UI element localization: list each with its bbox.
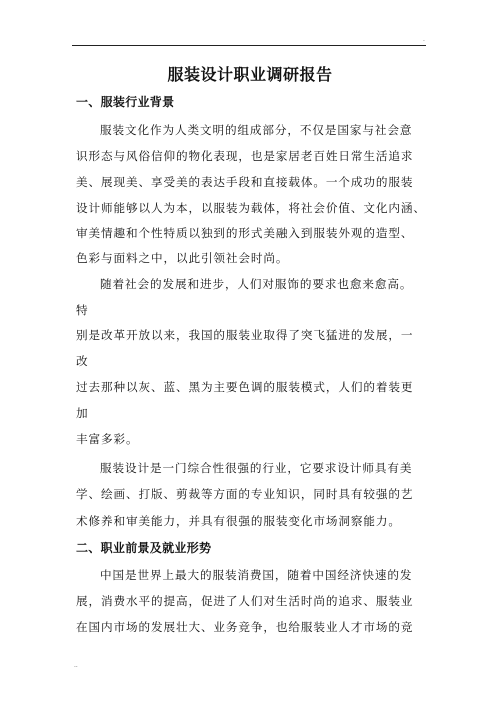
paragraph-line: 过去那种以灰、蓝、黑为主要色调的服装模式，人们的着装更 xyxy=(76,380,414,394)
paragraph-line: 别是改革开放以来，我国的服装业取得了突飞猛进的发展，一 xyxy=(76,328,414,342)
paragraph-line: 识形态与风俗信仰的物化表现，也是家居老百姓日常生活追求 xyxy=(76,149,414,163)
paragraph-line: 特 xyxy=(76,303,89,317)
paragraph-line: 丰富多彩。 xyxy=(76,432,139,446)
paragraph-line: 服装文化作为人类文明的组成部分，不仅是国家与社会意 xyxy=(100,123,413,137)
paragraph-line: 加 xyxy=(76,406,89,420)
paragraph-line: 学、绘画、打版、剪裁等方面的专业知识，同时具有较强的艺 xyxy=(76,487,414,501)
paragraph-line: 随着社会的发展和进步，人们对服饰的要求也愈来愈高。 xyxy=(100,277,413,291)
section-heading-industry-background: 一、服装行业背景 xyxy=(76,95,175,109)
header-rule xyxy=(72,45,426,46)
paragraph-line: 展，消费水平的提高，促进了人们对生活时尚的追求、服装业 xyxy=(76,594,414,608)
paragraph-line: 设计师能够以人为本，以服装为载体，将社会价值、文化内涵、 xyxy=(76,201,426,215)
paragraph-line: 服装设计是一门综合性很强的行业，它要求设计师具有美 xyxy=(100,461,413,475)
paragraph-line: 在国内市场的发展壮大、业务竞争，也给服装业人才市场的竞 xyxy=(76,620,414,634)
paragraph-line: 改 xyxy=(76,354,89,368)
paragraph-line: 色彩与面料之中，以此引领社会时尚。 xyxy=(76,251,289,265)
section-heading-career-prospects: 二、职业前景及就业形势 xyxy=(76,541,212,555)
paragraph-line: 审美情趣和个性特质以独到的形式美融入到服装外观的造型、 xyxy=(76,226,414,240)
header-dot-mark: . xyxy=(423,36,425,43)
document-title: 服装设计职业调研报告 xyxy=(167,65,333,84)
paragraph-line: 中国是世界上最大的服装消费国，随着中国经济快速的发 xyxy=(100,568,413,582)
paragraph-line: 美、展现美、享受美的表达手段和直接载体。一个成功的服装 xyxy=(76,175,414,189)
footer-dot-mark: .. xyxy=(74,662,78,669)
paragraph-line: 术修养和审美能力，并具有很强的服装变化市场洞察能力。 xyxy=(76,514,401,528)
